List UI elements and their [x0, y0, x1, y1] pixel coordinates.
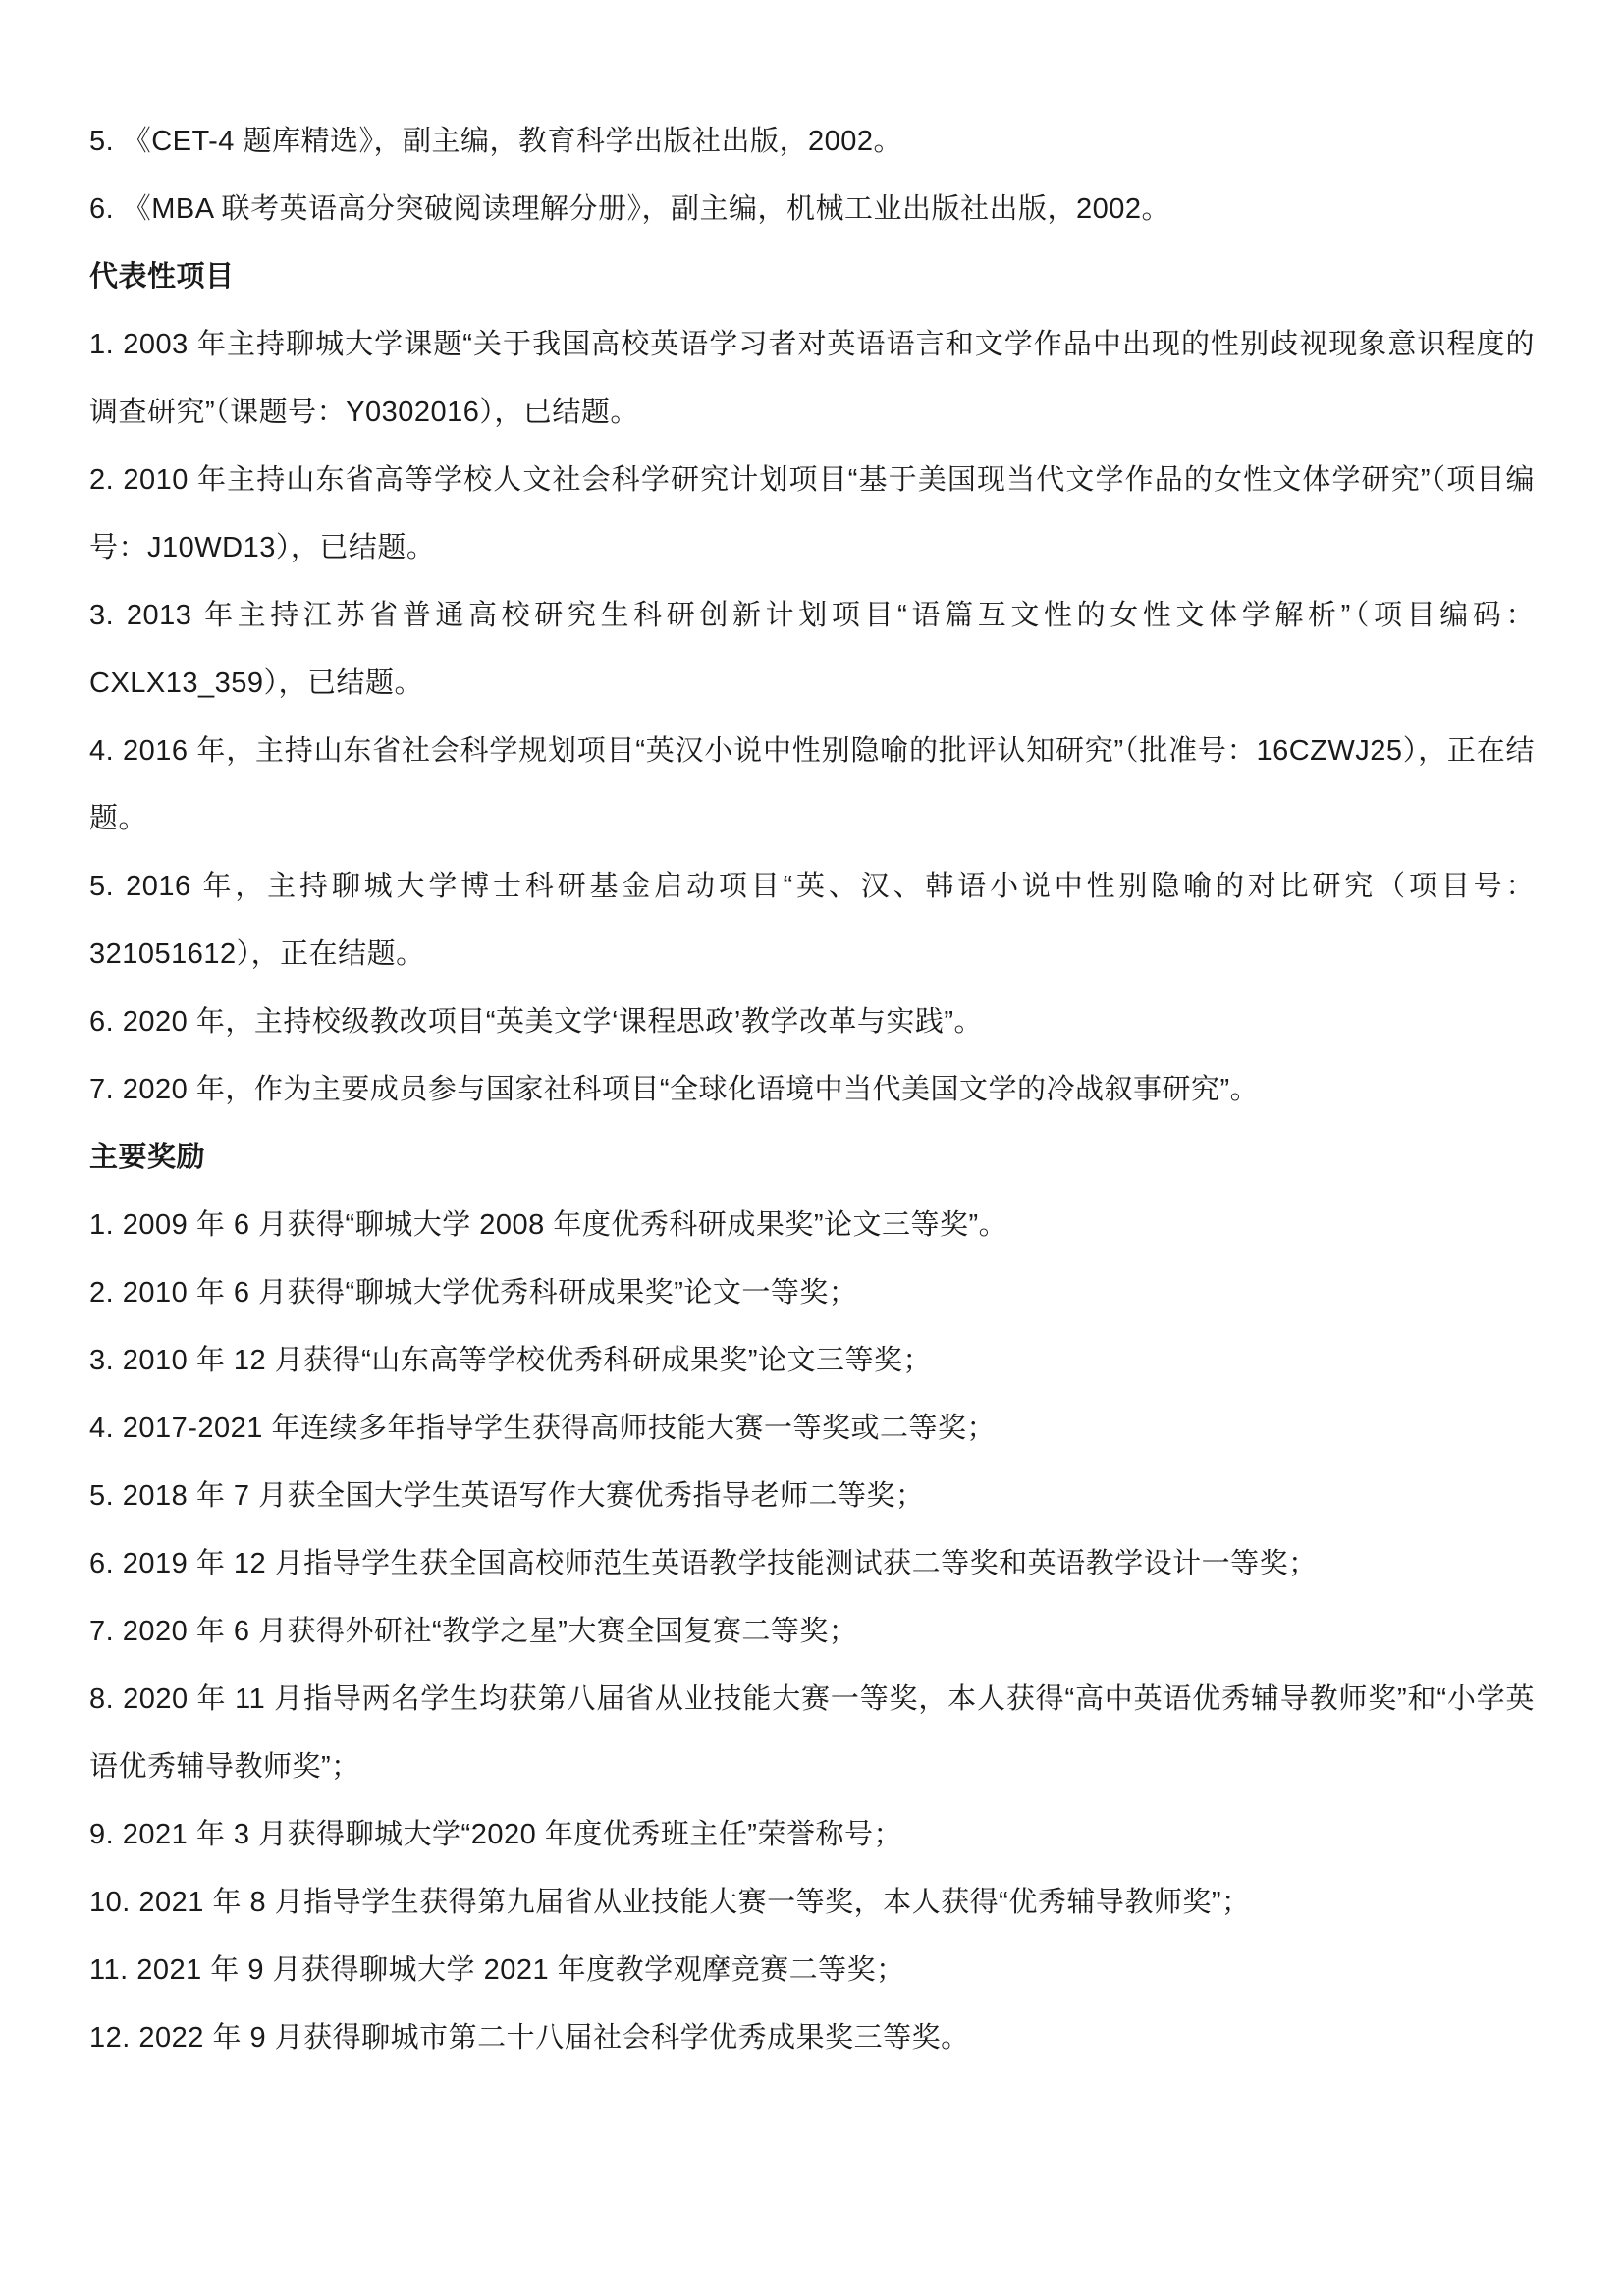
project-item: 4. 2016 年，主持山东省社会科学规划项目“英汉小说中性别隐喻的批评认知研究”（批准号：16CZWJ25），正在结题。	[89, 735, 1535, 834]
project-item: 6. 2020 年，主持校级教改项目“英美文学‘课程思政’教学改革与实践”。	[89, 1006, 984, 1038]
cv-document	[89, 108, 1535, 2072]
award-item: 12. 2022 年 9 月获得聊城市第二十八届社会科学优秀成果奖三等奖。	[89, 2022, 970, 2054]
publication-item: 5. 《CET-4 题库精选》，副主编，教育科学出版社出版，2002。	[89, 126, 903, 157]
project-item: 5. 2016 年，主持聊城大学博士科研基金启动项目“英、汉、韩语小说中性别隐喻的对比研究（项目号：321051612），正在结题。	[89, 871, 1535, 970]
project-item: 1. 2003 年主持聊城大学课题“关于我国高校英语学习者对英语语言和文学作品中出现的性别歧视现象意识程度的调查研究”（课题号：Y0302016），已结题。	[89, 329, 1535, 428]
project-item: 3. 2013 年主持江苏省普通高校研究生科研创新计划项目“语篇互文性的女性文体学解析”（项目编码：CXLX13_359），已结题。	[89, 600, 1535, 699]
awards-section-heading: 主要奖励	[89, 1142, 206, 1173]
project-item: 2. 2010 年主持山东省高等学校人文社会科学研究计划项目“基于美国现当代文学作品的女性文体学研究”（项目编号：J10WD13），已结题。	[89, 464, 1535, 563]
award-item: 6. 2019 年 12 月指导学生获全国高校师范生英语教学技能测试获二等奖和英语教学设计一等奖；	[89, 1548, 1318, 1579]
award-item: 11. 2021 年 9 月获得聊城大学 2021 年度教学观摩竞赛二等奖；	[89, 1954, 905, 1986]
award-item: 5. 2018 年 7 月获全国大学生英语写作大赛优秀指导老师二等奖；	[89, 1480, 925, 1512]
award-item: 8. 2020 年 11 月指导两名学生均获第八届省从业技能大赛一等奖，本人获得“高中英语优秀辅导教师奖”和“小学英语优秀辅导教师奖”；	[89, 1683, 1535, 1783]
award-item: 7. 2020 年 6 月获得外研社“教学之星”大赛全国复赛二等奖；	[89, 1616, 858, 1647]
project-item: 7. 2020 年，作为主要成员参与国家社科项目“全球化语境中当代美国文学的冷战叙事研究”。	[89, 1074, 1260, 1105]
projects-list	[89, 311, 1535, 1124]
publications-continued-list	[89, 108, 1535, 243]
awards-section	[89, 1124, 1535, 2072]
award-item: 9. 2021 年 3 月获得聊城大学“2020 年度优秀班主任”荣誉称号；	[89, 1819, 902, 1850]
publication-item: 6. 《MBA 联考英语高分突破阅读理解分册》，副主编，机械工业出版社出版，2002。	[89, 193, 1171, 225]
projects-section-heading: 代表性项目	[89, 261, 235, 293]
projects-section	[89, 243, 1535, 1124]
awards-list	[89, 1192, 1535, 2072]
publications-continued-section	[89, 108, 1535, 243]
award-item: 2. 2010 年 6 月获得“聊城大学优秀科研成果奖”论文一等奖；	[89, 1277, 858, 1308]
award-item: 1. 2009 年 6 月获得“聊城大学 2008 年度优秀科研成果奖”论文三等奖”。	[89, 1209, 1008, 1241]
award-item: 10. 2021 年 8 月指导学生获得第九届省从业技能大赛一等奖，本人获得“优秀辅导教师奖”；	[89, 1887, 1251, 1918]
award-item: 4. 2017-2021 年连续多年指导学生获得高师技能大赛一等奖或二等奖；	[89, 1413, 996, 1444]
award-item: 3. 2010 年 12 月获得“山东高等学校优秀科研成果奖”论文三等奖；	[89, 1345, 933, 1376]
